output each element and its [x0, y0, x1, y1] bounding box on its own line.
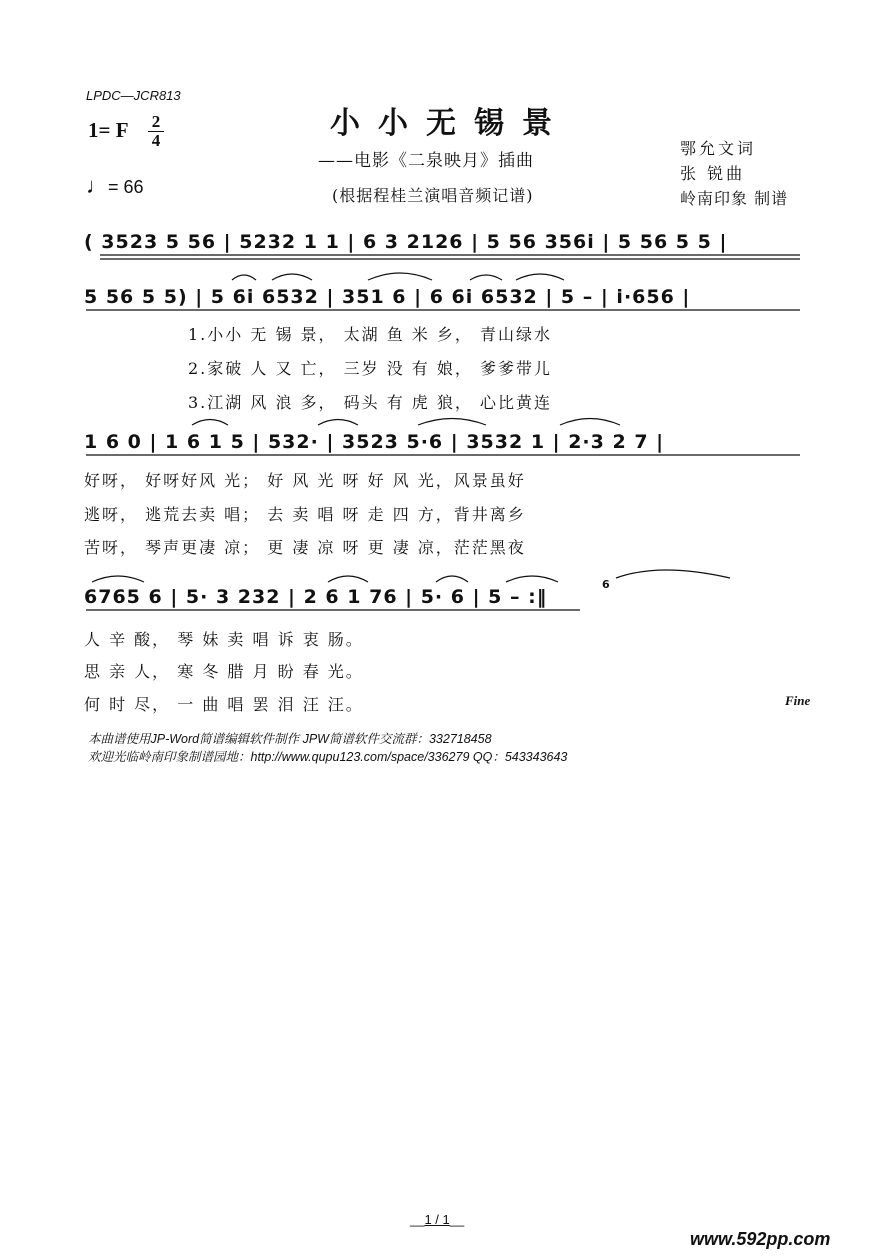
- time-signature-top: 2: [151, 112, 161, 131]
- tempo-value: = 66: [108, 177, 144, 197]
- arranger-credit: 岭南印象 制谱: [680, 189, 789, 208]
- song-title: 小小无锡景: [330, 106, 570, 141]
- notation-line-1: ( 3523 5 56 | 5232 1 1 | 6 3 2126 | 5 56 356i | 5 56 5 5 |: [84, 231, 728, 253]
- grace-note: 6: [602, 578, 610, 591]
- lyric-line: 3.江湖 风 浪 多， 码头 有 虎 狼， 心比黄连: [188, 393, 552, 412]
- site-watermark[interactable]: www.592pp.com: [690, 1229, 831, 1249]
- notation-line-2: 5 56 5 5) | 5 6i 6532 | 351 6 | 6 6i 6532 | 5 – | i·656 |: [84, 286, 691, 308]
- page-number: __1 / 1__: [410, 1212, 465, 1227]
- lyric-line: 2.家破 人 又 亡， 三岁 没 有 娘， 爹爹带儿: [188, 359, 552, 378]
- notation-line-4: 6765 6 | 5· 3 232 | 2 6 1 76 | 5· 6 | 5 – :‖: [84, 586, 548, 608]
- lyric-line: 何 时 尽， 一 曲 唱 罢 泪 汪 汪。: [84, 695, 364, 714]
- score-code: LPDC—JCR813: [86, 88, 181, 103]
- lyric-line: 逃呀， 逃荒去卖 唱； 去 卖 唱 呀 走 四 方，背井离乡: [84, 505, 526, 524]
- slur-marks: [92, 273, 730, 582]
- song-subtitle: ——电影《二泉映月》插曲: [318, 151, 534, 171]
- key-signature: 1= F: [88, 118, 129, 142]
- lyricist-credit: 鄂允文词: [680, 139, 757, 158]
- lyric-line: 好呀， 好呀好风 光； 好 风 光 呀 好 风 光，风景虽好: [84, 471, 526, 490]
- beam-lines: [86, 255, 800, 610]
- lyric-line: 思 亲 人， 寒 冬 腊 月 盼 春 光。: [84, 662, 364, 681]
- footer-welcome-note: 欢迎光临岭南印象制谱园地：http://www.qupu123.com/space/336279 QQ：543343643: [88, 750, 568, 764]
- composer-credit: 张 锐曲: [680, 164, 746, 183]
- notation-line-3: 1 6 0 | 1 6 1 5 | 532· | 3523 5·6 | 3532 1 | 2·3 2 7 |: [84, 431, 665, 453]
- lyric-line: 1.小小 无 锡 景， 太湖 鱼 米 乡， 青山绿水: [188, 325, 552, 344]
- transcription-note: (根据程桂兰演唱音频记谱): [332, 186, 534, 205]
- quarter-note-icon: ♩: [86, 173, 108, 198]
- footer-software-note: 本曲谱使用JP-Word简谱编辑软件制作 JPW简谱软件交流群：332718458: [88, 732, 492, 746]
- time-signature-bottom: 4: [151, 131, 161, 150]
- lyric-line: 人 辛 酸， 琴 妹 卖 唱 诉 衷 肠。: [84, 630, 364, 649]
- lyric-line: 苦呀， 琴声更凄 凉； 更 凄 凉 呀 更 凄 凉，茫茫黑夜: [84, 538, 526, 557]
- fine-marking: Fine: [785, 693, 811, 708]
